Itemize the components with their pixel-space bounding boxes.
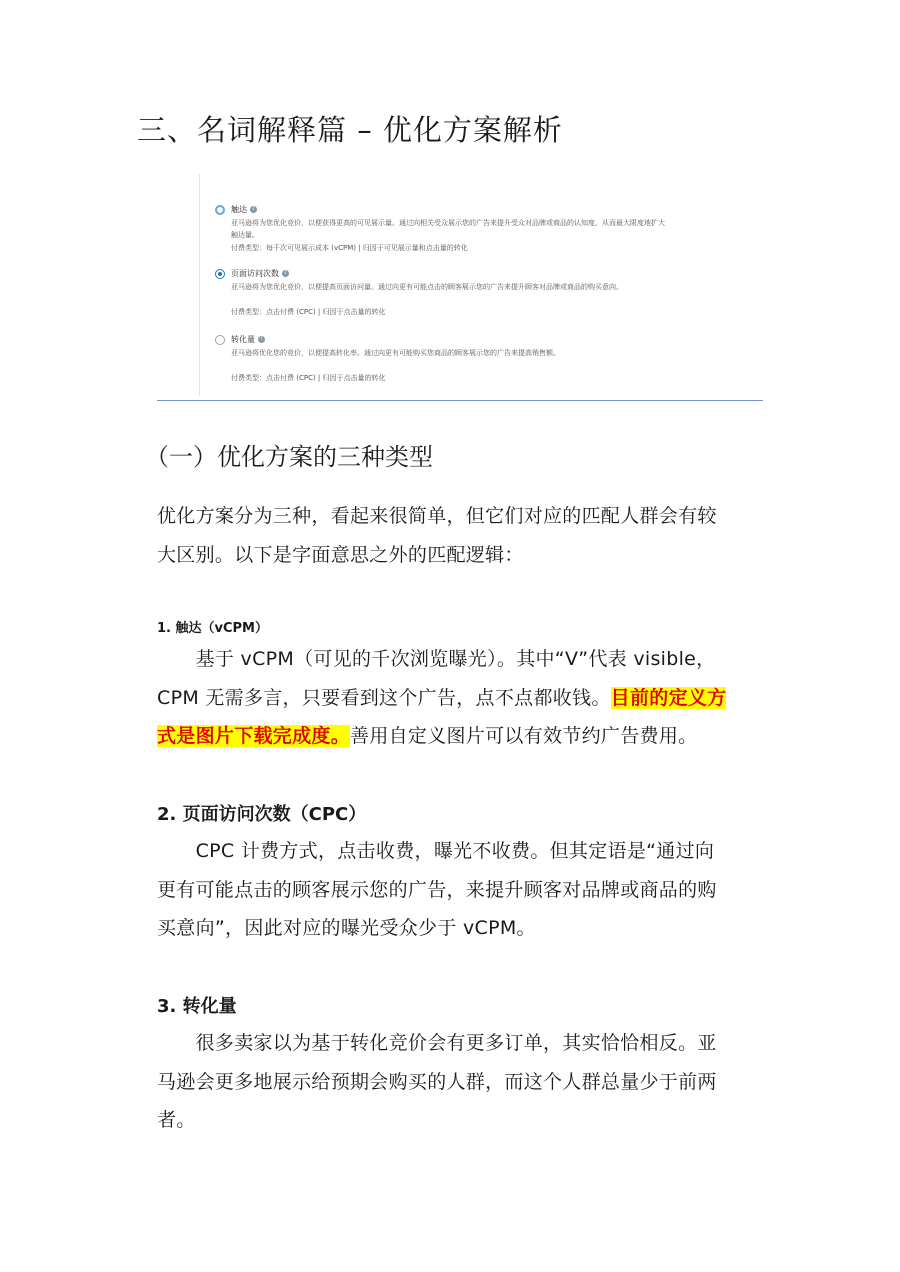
- option-page-visits-desc: 亚马逊将为您优化竞价，以便提高页面访问量。通过向更有可能点击的顾客展示您的广告来提升顾客对品牌或商品的购买意向。: [231, 283, 623, 291]
- item-paragraph-conversions: [157, 1024, 767, 1140]
- section-heading: （一）优化方案的三种类型: [145, 443, 433, 471]
- info-icon[interactable]: i: [250, 206, 257, 213]
- item-heading-reach: 1. 触达（vCPM）: [157, 621, 268, 636]
- item-paragraph-page-visits: [157, 832, 767, 948]
- radio-page-visits[interactable]: [215, 269, 225, 279]
- option-page-visits-pay: 付费类型：点击付费 (CPC) | 归因于点击量的转化: [231, 308, 386, 316]
- paragraph-line: CPC 计费方式，点击收费，曝光不收费。但其定语是“通过向: [157, 840, 715, 862]
- paragraph-line: 者。: [157, 1109, 196, 1131]
- radio-conversions[interactable]: [215, 335, 225, 345]
- paragraph-text: 善用自定义图片可以有效节约广告费用。: [350, 725, 698, 747]
- option-conversions-desc: 亚马逊将优化您的竞价，以便提高转化率。通过向更有可能购买您商品的顾客展示您的广告来提高销售额。: [231, 349, 560, 357]
- option-conversions-title: 转化量: [231, 335, 255, 344]
- option-conversions-pay: 付费类型：点击付费 (CPC) | 归因于点击量的转化: [231, 374, 386, 382]
- intro-line: 大区别。以下是字面意思之外的匹配逻辑：: [157, 543, 524, 566]
- screenshot-divider: [199, 174, 200, 396]
- info-icon[interactable]: i: [258, 336, 265, 343]
- optimization-options-screenshot: [157, 174, 763, 401]
- radio-reach[interactable]: [215, 205, 225, 215]
- item-heading-page-visits: 2. 页面访问次数（CPC）: [157, 804, 367, 825]
- paragraph-line: 买意向”，因此对应的曝光受众少于 vCPM。: [157, 917, 536, 939]
- option-reach-pay: 付费类型：每千次可见展示成本 (vCPM) | 归因于可见展示量和点击量的转化: [231, 244, 468, 252]
- item-heading-conversions: 3. 转化量: [157, 996, 237, 1017]
- paragraph-line: 马逊会更多地展示给预期会购买的人群，而这个人群总量少于前两: [157, 1070, 717, 1093]
- option-page-visits-title: 页面访问次数: [231, 269, 279, 278]
- info-icon[interactable]: i: [282, 270, 289, 277]
- intro-line: 优化方案分为三种，看起来很简单，但它们对应的匹配人群会有较: [157, 505, 717, 527]
- item-paragraph-reach: [157, 640, 767, 756]
- paragraph-line: 很多卖家以为基于转化竞价会有更多订单，其实恰恰相反。亚: [157, 1032, 717, 1054]
- page-title: 三、名词解释篇 – 优化方案解析: [137, 113, 563, 147]
- intro-paragraph: [157, 497, 767, 574]
- highlighted-text: 式是图片下载完成度。: [157, 725, 351, 747]
- paragraph-line: 基于 vCPM（可见的千次浏览曝光）。其中“V”代表 visible，: [157, 648, 716, 670]
- paragraph-text: CPM 无需多言，只要看到这个广告，点不点都收钱。: [157, 686, 611, 709]
- paragraph-line: 更有可能点击的顾客展示您的广告，来提升顾客对品牌或商品的购: [157, 878, 717, 901]
- highlighted-text: 目前的定义方: [610, 686, 727, 709]
- option-reach-title: 触达: [231, 205, 247, 214]
- option-reach-desc: 亚马逊将为您优化竞价，以便获得更高的可见展示量。通过向相关受众展示您的广告来提升受众对品牌或商品的认知度，从而最大限度地扩大触达量。: [231, 219, 665, 239]
